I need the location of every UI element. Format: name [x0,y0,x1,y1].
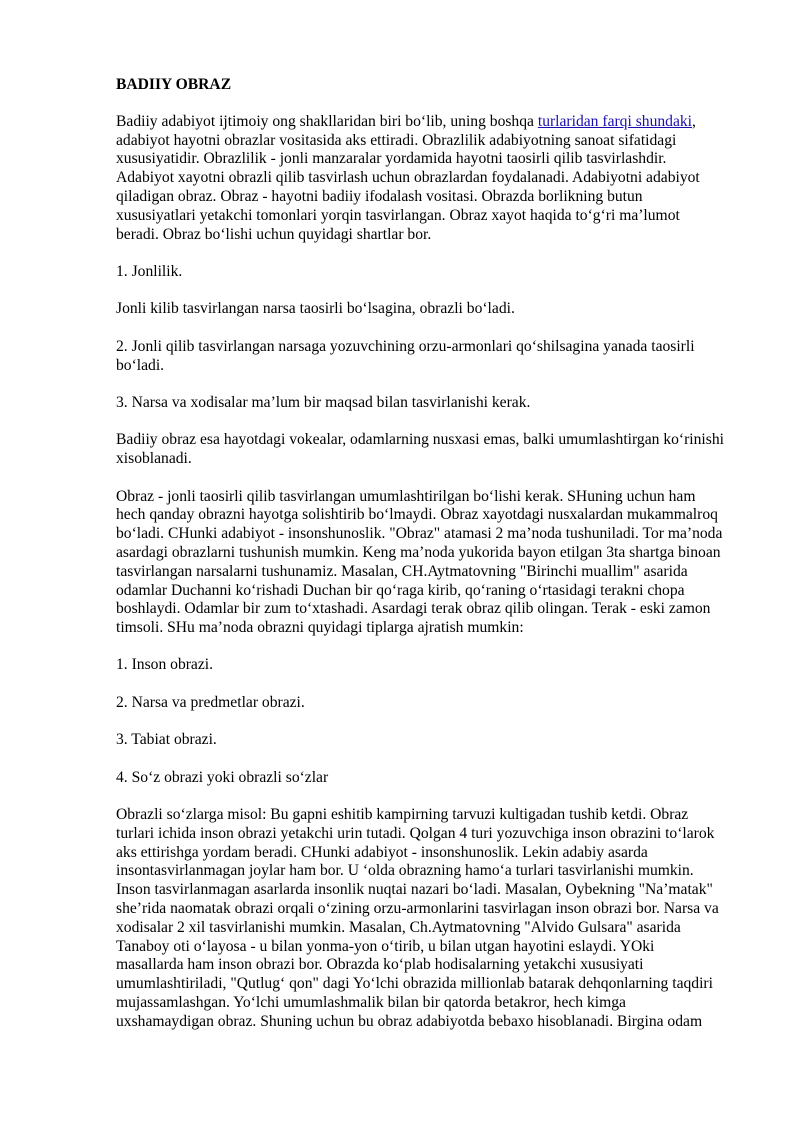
body-paragraph: Jonli kilib tasvirlangan narsa taosirli bo‘lsagina, obrazli bo‘ladi. [116,300,515,318]
list-item-inson-obrazi: 1. Inson obrazi. [116,656,214,674]
document-title: BADIIY OBRAZ [116,76,232,93]
intro-text-before-link: Badiiy adabiyot ijtimoiy ong shakllaridan biri bo‘lib, uning boshqa [116,112,538,130]
list-item-narsa-obrazi: 2. Narsa va predmetlar obrazi. [116,693,305,711]
list-item-condition-2: 2. Jonli qilib tasvirlangan narsaga yozuvchining orzu-armonlari qo‘shilsagina yanada taosirli bo‘ladi. [116,337,695,374]
body-paragraph: Obraz - jonli taosirli qilib tasvirlangan umumlashtirilgan bo‘lishi kerak. SHuning uchun ham hech qanday obrazni hayotga solishtirib bo‘lmaydi. Obraz xayotdagi nusxalardan mukammalroq bo‘ladi. CHunki adabiyot - insonshunoslik. "Obraz" atamasi 2 ma’noda tushuniladi. Tor ma’noda asardagi obrazlarni tushunish mumkin. Keng ma’noda yukorida bayon etilgan 3ta shartga binoan tasvirlangan narsalarni tushunamiz. Masalan, CH.Aytmatovning "Birinchi muallim" asarida odamlar Duchanni ko‘rishadi Duchan bir qo‘raga kirib, qo‘raning o‘rtasidagi terakni chopa boshlaydi. Odamlar bir zum to‘xtashadi. Asardagi terak obraz qilib olingan. Terak - eski zamon timsoli. SHu ma’noda obrazni quyidagi tiplarga ajratish mumkin: [116,487,723,637]
intro-paragraph [116,113,724,245]
inline-link[interactable]: turlaridan farqi shundaki [537,112,693,130]
list-item-tabiat-obrazi: 3. Tabiat obrazi. [116,731,217,749]
body-paragraph: Obrazli so‘zlarga misol: Bu gapni eshitib kampirning tarvuzi kultigadan tushib ketdi. Obraz turlari ichida inson obrazi yetakchi urin tutadi. Qolgan 4 turi yozuvchiga inson obrazini to‘larok aks ettirishga yordam beradi. CHunki adabiyot - insonshunoslik. Lekin adabiy asarda insontasvirlanmagan joylar ham bor. U ‘olda obrazning hamo‘a turlari tasvirlanishi mumkin. Inson tasvirlanmagan asarlarda insonlik nuqtai nazari bo‘ladi. Masalan, Oybekning "Na’matak" she’rida naomatak obrazi orqali o‘zining orzu-armonlarini tasvirlagan inson obrazi bor. Narsa va xodisalar 2 xil tasvirlanishi mumkin. Masalan, Ch.Aytmatovning "Alvido Gulsara" asarida Tanaboy oti o‘layosa - u bilan yonma-yon o‘tirib, u bilan utgan hayotini eslaydi. YOki masallarda ham inson obrazi bor. Obrazda ko‘plab hodisalarning yetakchi xususiyati umumlashtiriladi, "Qutlug‘ qon" dagi Yo‘lchi obrazida millionlab batarak dehqonlarning taqdiri mujassamlashgan. Yo‘lchi umumlashmalik bilan bir qatorda betakror, hech kimga uxshamaydigan obraz. Shuning uchun bu obraz adabiyotda bebaxo hisoblanadi. Birgina odam [116,806,719,1030]
list-item-condition-3: 3. Narsa va xodisalar ma’lum bir maqsad bilan tasvirlanishi kerak. [116,393,531,411]
intro-text-after-link: , adabiyot hayotni obrazlar vositasida aks ettiradi. Obrazlilik adabiyotning sanoat sifatidagi xususiyatidir. Obrazlilik - jonli manzaralar yordamida hayotni taosirli qilib tasvirlashdir. Adabiyot xayotni obrazli qilib tasvirlash uchun obrazlardan foydalanadi. Adabiyotni adabiyot qiladigan obraz. Obraz - hayotni badiiy ifodalash vositasi. Obrazda borlikning butun xususiyatlari yetakchi tomonlari yorqin tasvirlangan. Obraz xayot haqida to‘g‘ri ma’lumot beradi. Obraz bo‘lishi uchun quyidagi shartlar bor. [116,112,700,243]
body-paragraph: Badiiy obraz esa hayotdagi vokealar, odamlarning nusxasi emas, balki umumlashtirgan ko‘rinishi xisoblanadi. [116,431,724,468]
list-item-soz-obrazi: 4. So‘z obrazi yoki obrazli so‘zlar [116,768,329,786]
list-item-jonlilik: 1. Jonlilik. [116,262,183,280]
document-page [116,76,724,1050]
